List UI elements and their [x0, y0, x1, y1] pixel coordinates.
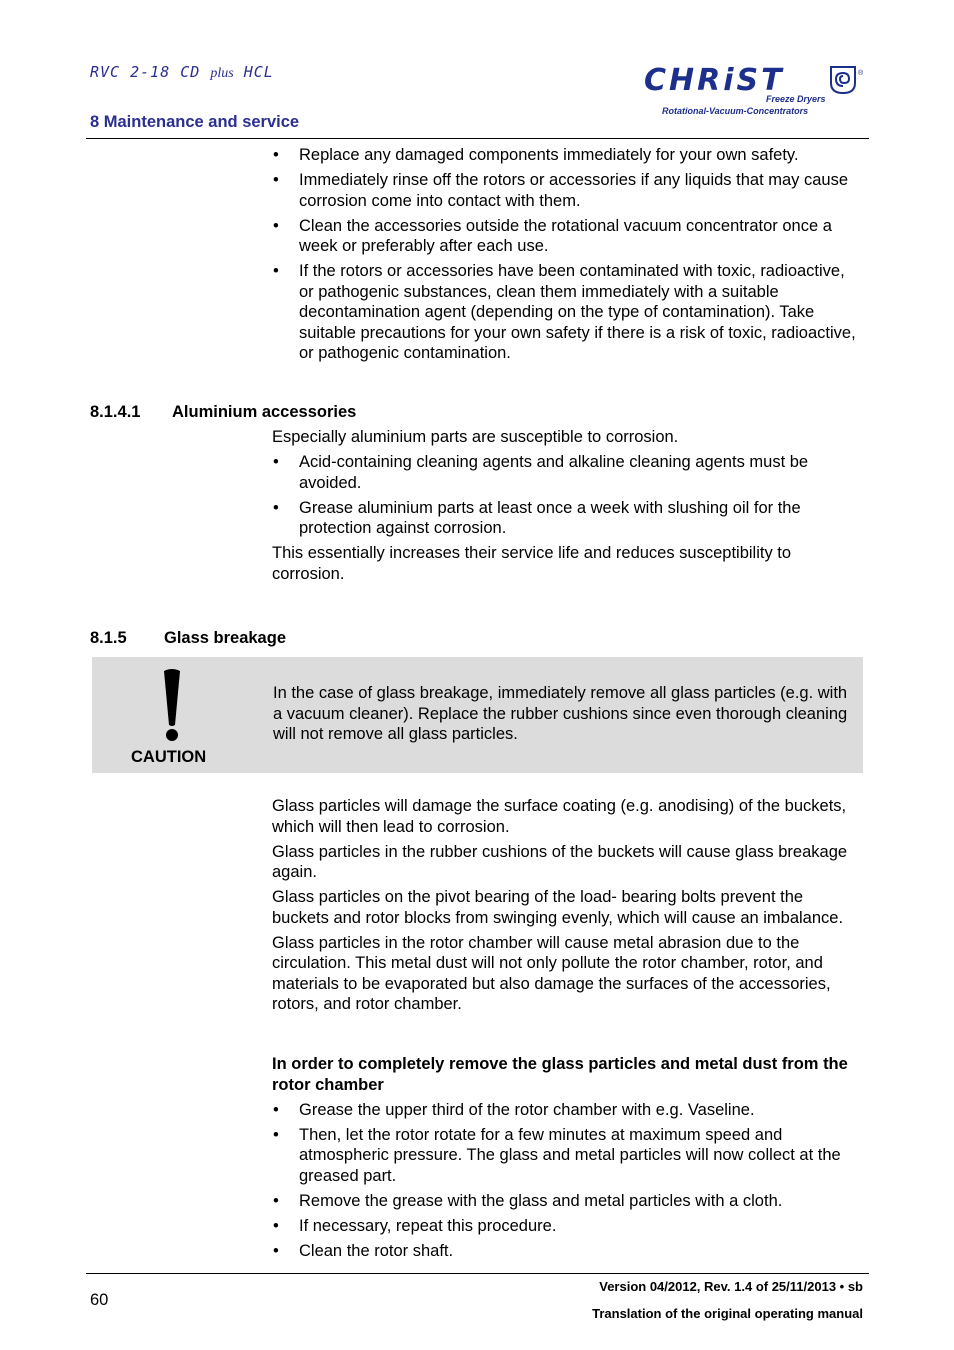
christ-logo: [644, 63, 866, 120]
logo-tagline-2: Rotational-Vacuum-Concentrators: [662, 106, 809, 116]
header-divider: [86, 138, 869, 139]
procedure-heading: In order to completely remove the glass particles and metal dust from the rotor chamber: [272, 1055, 848, 1094]
model-name: RVC 2-18 CD plus HCL: [90, 63, 274, 81]
section-title-glass: Glass breakage: [164, 629, 286, 647]
translation-note: Translation of the original operating manual: [592, 1306, 863, 1321]
logo-spiral-icon: [830, 66, 856, 94]
list-item: • Immediately rinse off the rotors or accessories if any liquids that may cause corrosion come into contact with them.: [272, 170, 862, 211]
model-plus: plus: [210, 66, 234, 81]
paragraph: Glass particles in the rotor chamber will cause metal abrasion due to the circulation. This metal dust will not only pollute the rotor chamber, rotor, and materials to be evaporated but also damage the surfaces of the accessories, rotors, and rotor chamber.: [272, 933, 831, 1013]
registered-mark: ®: [858, 70, 864, 77]
section-title-aluminium: Aluminium accessories: [172, 403, 357, 421]
caution-text: In the case of glass breakage, immediately remove all glass particles (e.g. with a vacuum cleaner). Replace the rubber cushions since even thorough cleaning will not remove all glass particles.: [273, 684, 848, 743]
paragraph: Glass particles will damage the surface coating (e.g. anodising) of the buckets, which will then lead to corrosion.: [272, 797, 847, 836]
list-item: • Grease the upper third of the rotor chamber with e.g. Vaseline.: [272, 1100, 862, 1121]
page-number: 60: [90, 1291, 109, 1309]
paragraph: Glass particles on the pivot bearing of the load- bearing bolts prevent the buckets and rotor blocks from swinging evenly, which will cause an imbalance.: [272, 888, 844, 927]
intro-bullet-list: [272, 145, 862, 364]
aluminium-section: [272, 427, 862, 589]
list-item: • Remove the grease with the glass and metal particles with a cloth.: [272, 1191, 862, 1212]
chapter-title: 8 Maintenance and service: [90, 113, 300, 131]
section-number-aluminium: 8.1.4.1: [90, 403, 141, 421]
section-number-glass: 8.1.5: [90, 629, 127, 647]
glass-section: [272, 796, 862, 1019]
paragraph: This essentially increases their service life and reduces susceptibility to corrosion.: [272, 544, 792, 583]
list-item: • If necessary, repeat this procedure.: [272, 1216, 862, 1237]
caution-box: [92, 657, 863, 773]
version-info: Version 04/2012, Rev. 1.4 of 25/11/2013 • sb: [599, 1279, 863, 1294]
list-item: • Grease aluminium parts at least once a week with slushing oil for the protection against corrosion.: [272, 498, 862, 539]
procedure-bullet-list: [272, 1100, 862, 1262]
list-item: • Replace any damaged components immediately for your own safety.: [272, 145, 862, 166]
intro-section: [272, 145, 862, 368]
list-item: • Acid-containing cleaning agents and alkaline cleaning agents must be avoided.: [272, 452, 862, 493]
logo-wordmark: CHRiST: [644, 63, 785, 98]
aluminium-bullet-list: [272, 452, 862, 539]
list-item: • Clean the rotor shaft.: [272, 1241, 862, 1262]
footer-divider: [86, 1273, 869, 1274]
procedure-section: [272, 1054, 862, 1266]
exclamation-icon: [156, 667, 188, 741]
list-item: • Then, let the rotor rotate for a few minutes at maximum speed and atmospheric pressure. The glass and metal particles will now collect at the greased part.: [272, 1125, 862, 1187]
logo-tagline-1: Freeze Dryers: [766, 94, 826, 104]
paragraph: Glass particles in the rubber cushions of the buckets will cause glass breakage again.: [272, 842, 848, 881]
caution-label: CAUTION: [131, 748, 207, 766]
paragraph: Especially aluminium parts are susceptible to corrosion.: [272, 428, 679, 446]
list-item: • Clean the accessories outside the rotational vacuum concentrator once a week or preferably after each use.: [272, 216, 862, 257]
list-item: • If the rotors or accessories have been contaminated with toxic, radioactive, or pathogenic substances, clean them immediately with a suitable decontamination agent (depending on the type of contamination). Take suitable precautions for your own safety if there is a risk of toxic, radioactive, or pathogenic contamination.: [272, 261, 862, 364]
